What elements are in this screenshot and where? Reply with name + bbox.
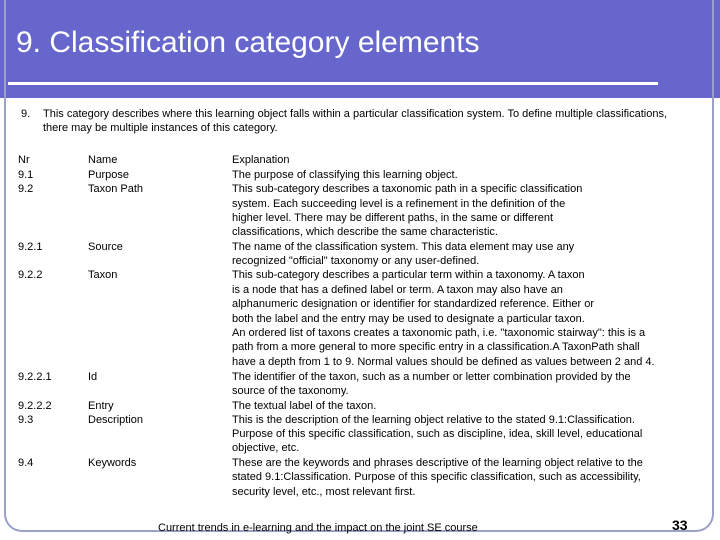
explanation-line: The purpose of classifying this learning object. [232,169,458,181]
row-name: Taxon [88,269,118,281]
row-name: Description [88,414,144,426]
row-name: Keywords [88,457,137,469]
explanation-line: These are the keywords and phrases descriptive of the learning object relative to the [232,457,643,469]
explanation-line: have a depth from 1 to 9. Normal values should be defined as values between 2 and 4. [232,356,655,368]
row-nr: 9.2.1 [18,241,43,253]
footer-text: Current trends in e-learning and the impact on the joint SE course [158,522,478,534]
explanation-line: Purpose of this specific classification, such as discipline, idea, skill level, educational [232,428,643,440]
explanation-line: recognized "official" taxonomy or any user-defined. [232,255,480,267]
row-name: Purpose [88,169,129,181]
row-name: Source [88,241,123,253]
row-name: Taxon Path [88,183,144,195]
explanation-line: stated 9.1:Classification. Purpose of this specific classification, such as accessibility, [232,471,641,483]
page-number: 33 [672,517,688,533]
intro-text: This category describes where this learning object falls within a particular classification system. To define multiple classifications, there may be multiple instances of this category. [43,108,668,135]
explanation-line: security level, etc., most relevant first. [232,486,416,498]
explanation-line: An ordered list of taxons creates a taxonomic path, i.e. "taxonomic stairway": this is a [232,327,646,339]
row-nr: 9.4 [18,457,34,469]
explanation-line: higher level. There may be different paths, in the same or different [232,212,554,224]
row-nr: 9.2 [18,183,34,195]
explanation-line: objective, etc. [232,442,300,454]
explanation-line: This sub-category describes a taxonomic path in a specific classification [232,183,583,195]
explanation-line: This is the description of the learning object relative to the stated 9.1:Classification. [232,414,635,426]
title-underline [8,82,658,85]
explanation-line: The name of the classification system. This data element may use any [232,241,575,253]
slide-title: 9. Classification category elements [16,26,480,59]
row-name: Entry [88,400,114,412]
row-nr: 9.3 [18,414,34,426]
explanation-line: system. Each succeeding level is a refinement in the definition of the [232,198,566,210]
row-nr: 9.2.2 [18,269,43,281]
row-nr: 9.2.2.2 [18,400,52,412]
header-name: Name [88,154,118,166]
row-nr: 9.2.2.1 [18,371,52,383]
intro-number: 9. [21,108,31,120]
header-nr: Nr [18,154,30,166]
header-explanation: Explanation [232,154,290,166]
explanation-line: This sub-category describes a particular term within a taxonomy. A taxon [232,269,585,281]
explanation-line: both the label and the entry may be used to designate a particular taxon. [232,313,585,325]
explanation-line: The identifier of the taxon, such as a number or letter combination provided by the [232,371,631,383]
explanation-line: is a node that has a defined label or term. A taxon may also have an [232,284,563,296]
explanation-line: classifications, which describe the same characteristic. [232,226,498,238]
explanation-line: The textual label of the taxon. [232,400,377,412]
explanation-line: alphanumeric designation or identifier for standardized reference. Either or [232,298,594,310]
row-nr: 9.1 [18,169,34,181]
explanation-line: source of the taxonomy. [232,385,349,397]
row-name: Id [88,371,98,383]
explanation-line: path from a more general to more specific entry in a classification.A TaxonPath shall [232,341,640,353]
